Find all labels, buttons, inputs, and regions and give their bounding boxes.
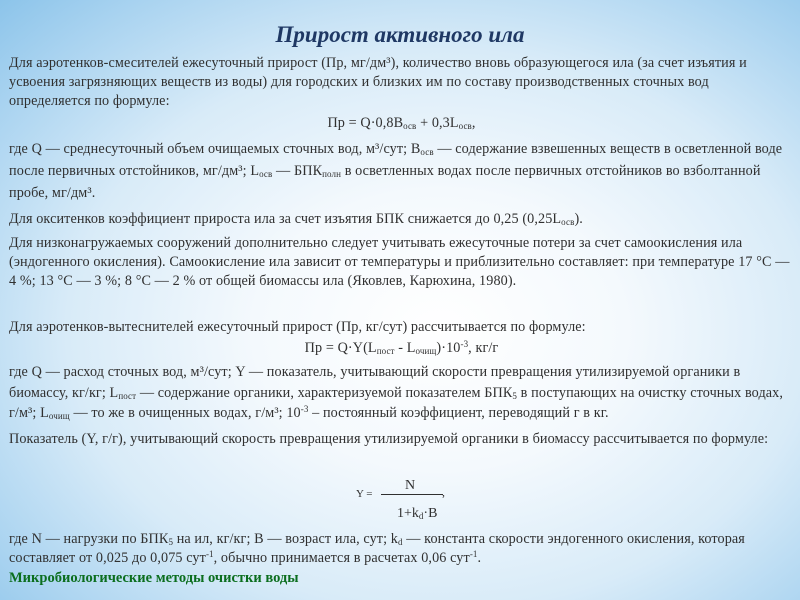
fraction-bar — [381, 494, 443, 495]
paragraph-aerotank-mixers: Для аэротенков-смесителей ежесуточный прирост (Пр, мг/дм³), количество вновь образующегося ила (за счет изъятия и усвоения загрязняющих веществ из воды) для городских и близких им по составу производственных сточных вод определяется по формуле: — [9, 55, 747, 109]
formula-y-numerator: N — [405, 478, 416, 493]
paragraph-formula1-legend: где Q — среднесуточный объем очищаемых сточных вод, м³/сут; $B_{осв}$ — содержание взвешенных веществ в осветленной воде после первичных отстойников, мг/дм³; $L_{осв}$ — $БПК_{полн}$ в осветленных водах после первичных отстойников во взболтанной пробе, мг/дм³. — [9, 141, 783, 201]
paragraph-y-coefficient: Показатель (Y, г/г), учитывающий скорость превращения утилизируемой органики в биомассу рассчитывается по формуле: — [9, 431, 769, 447]
formula-growth-mixers: Пр = $Q\cdot 0,8B_{осв} + 0,3L_{осв}$, — [327, 115, 476, 131]
slide-title: Прирост активного ила — [275, 22, 525, 47]
formula-growth-displacers: Пр = $Q\cdot Y(L_{пост} - L_{очищ})\cdot 10^{-3}$, кг/г — [304, 339, 499, 356]
formula-y-lhs: Y = — [356, 488, 373, 500]
paragraph-oxytanks: Для окситенков коэффициент прироста ила за счет изъятия БПК снижается до 0,25 $(0,25L_{осв})$. — [9, 211, 583, 227]
paragraph-formula2-legend: где Q — расход сточных вод, м³/сут; Y — показатель, учитывающий скорости превращения утилизируемой органики в биомассу, кг/кг; $L_{пост}$ — содержание органики, характеризуемой показателем $БПК_5$ в поступающих на очистку сточных водах, г/м³; $L_{очищ}$ — то же в очищенных водах, г/м³; $10^{-3}$ – постоянный коэффициент, переводящий г в кг. — [9, 364, 784, 421]
paragraph-formula3-legend: где N — нагрузки по $БПК_5$ на ил, кг/кг; B — возраст ила, сут; $k_d$ — константа скорости эндогенного окисления, которая составляет от 0,025 до 0,075 сут$^{-1}$, обычно принимается в расчетах 0,06 сут$^{-1}$. — [9, 531, 745, 566]
footer-link[interactable]: Микробиологические методы очистки воды — [9, 570, 299, 586]
formula-y-denominator: $1+k_d\cdot B$ — [397, 506, 438, 521]
formula-y-comma: , — [442, 485, 445, 499]
paragraph-low-load: Для низконагружаемых сооружений дополнительно следует учитывать ежесуточные потери за счет самоокисления ила (эндогенного окисления). Самоокисление ила зависит от температуры и приблизительно составляет: при температуре 17 °С — 4 %; 13 °С — 3 %; 8 °С — 2 % от общей биомассы ила (Яковлев, Карюхина, 1980). — [9, 235, 790, 289]
paragraph-aerotank-displacers: Для аэротенков-вытеснителей ежесуточный прирост (Пр, кг/сут) рассчитывается по формуле: — [9, 319, 586, 335]
